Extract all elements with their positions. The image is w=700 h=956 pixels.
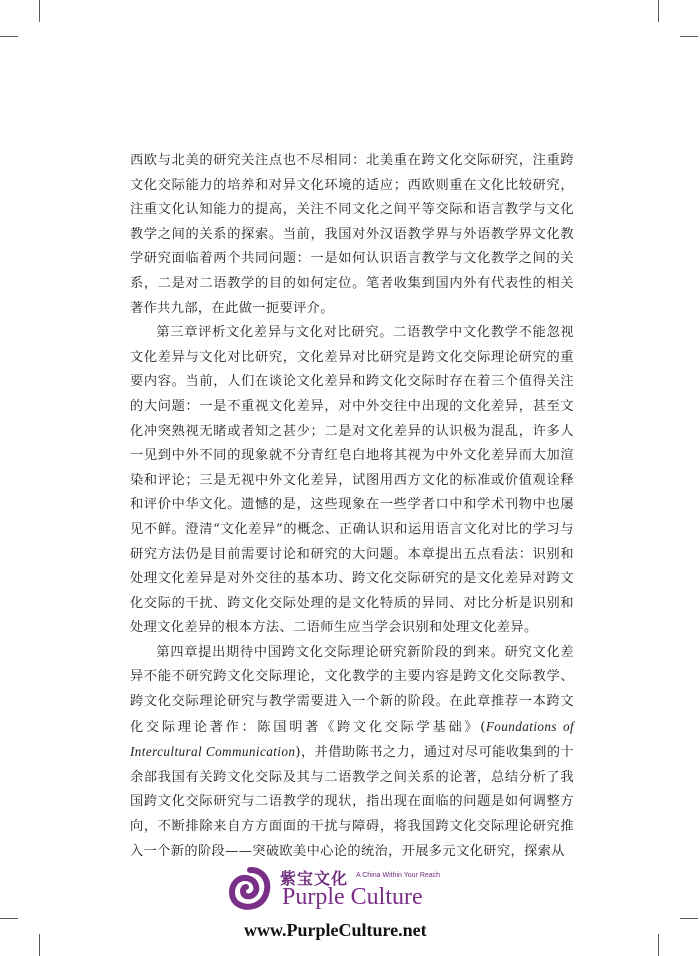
- crop-mark: [680, 36, 698, 37]
- crop-mark: [39, 934, 40, 956]
- brand-name-english: Purple Culture: [282, 884, 423, 910]
- book-title-english: Foundations of Intercultural Communication: [130, 718, 575, 760]
- page-body: [130, 149, 574, 864]
- crop-mark: [39, 0, 40, 22]
- brand-name-chinese: 紫宝文化: [280, 869, 349, 888]
- paragraph-3-text-after: )，并借助陈书之力，通过对尽可能收集到的十余部我国有关跨文化交际及其与二语教学之间关系的论著，总结分析了我国跨文化交际研究与二语教学的现状，指出现在面临的问题是如何调整方向，不断排除来自方方面面的干扰与障碍，将我国跨文化交际理论研究推入一个新的阶段——突破欧美中心论的统治，开展多元文化研究，探索从: [130, 745, 574, 859]
- watermark: [228, 866, 478, 946]
- crop-mark: [658, 934, 659, 956]
- website-url: www.PurpleCulture.net: [244, 920, 427, 940]
- crop-mark: [680, 918, 698, 919]
- crop-mark: [0, 918, 18, 919]
- paragraph-2: 第三章评析文化差异与文化对比研究。二语教学中文化教学不能忽视文化差异与文化对比研究，文化差异对比研究是跨文化交际理论研究的重要内容。当前，人们在谈论文化差异和跨文化交际时存在着三个值得关注的大问题：一是不重视文化差异，对中外交往中出现的文化差异，甚至文化冲突熟视无睹或者知之甚少；二是对文化差异的认识极为混乱，许多人一见到中外不同的现象就不分青红皂白地将其视为中外文化差异而大加渲染和评论；三是无视中外文化差异，试图用西方文化的标准或价值观诠释和评价中华文化。遗憾的是，这些现象在一些学者口中和学术刊物中也屡见不鲜。澄清“文化差异”的概念、正确认识和运用语言文化对比的学习与研究方法仍是目前需要讨论和研究的大问题。本章提出五点看法：识别和处理文化差异是对外交往的基本功、跨文化交际研究的是文化差异对跨文化交际的干扰、跨文化交际处理的是文化特质的异同、对比分析是识别和处理文化差异的根本方法、二语师生应当学会识别和处理文化差异。: [130, 325, 574, 636]
- crop-mark: [658, 0, 659, 22]
- brand-tagline: A China Within Your Reach: [356, 872, 441, 879]
- paragraph-3-text-before: 第四章提出期待中国跨文化交际理论研究新阶段的到来。研究文化差异不能不研究跨文化交际理论，文化教学的主要内容是跨文化交际教学、跨文化交际理论研究与教学需要进入一个新的阶段。在此章推荐一本跨文化交际理论著作：陈国明著《跨文化交际学基础》(: [130, 644, 574, 735]
- paragraph-3: [130, 641, 574, 864]
- crop-mark: [0, 36, 18, 37]
- paragraph-1: 西欧与北美的研究关注点也不尽相同：北美重在跨文化交际研究，注重跨文化交际能力的培养和对异文化环境的适应；西欧则重在文化比较研究，注重文化认知能力的提高，关注不同文化之间平等交际和语言教学与文化教学之间的关系的探索。当前，我国对外汉语教学界与外语教学界文化教学研究面临着两个共同问题：一是如何认识语言教学与文化教学之间的关系，二是对二语教学的目的如何定位。笔者收集到国内外有代表性的相关著作共九部，在此做一扼要评介。: [130, 153, 574, 316]
- purple-culture-logo-icon: [228, 866, 272, 912]
